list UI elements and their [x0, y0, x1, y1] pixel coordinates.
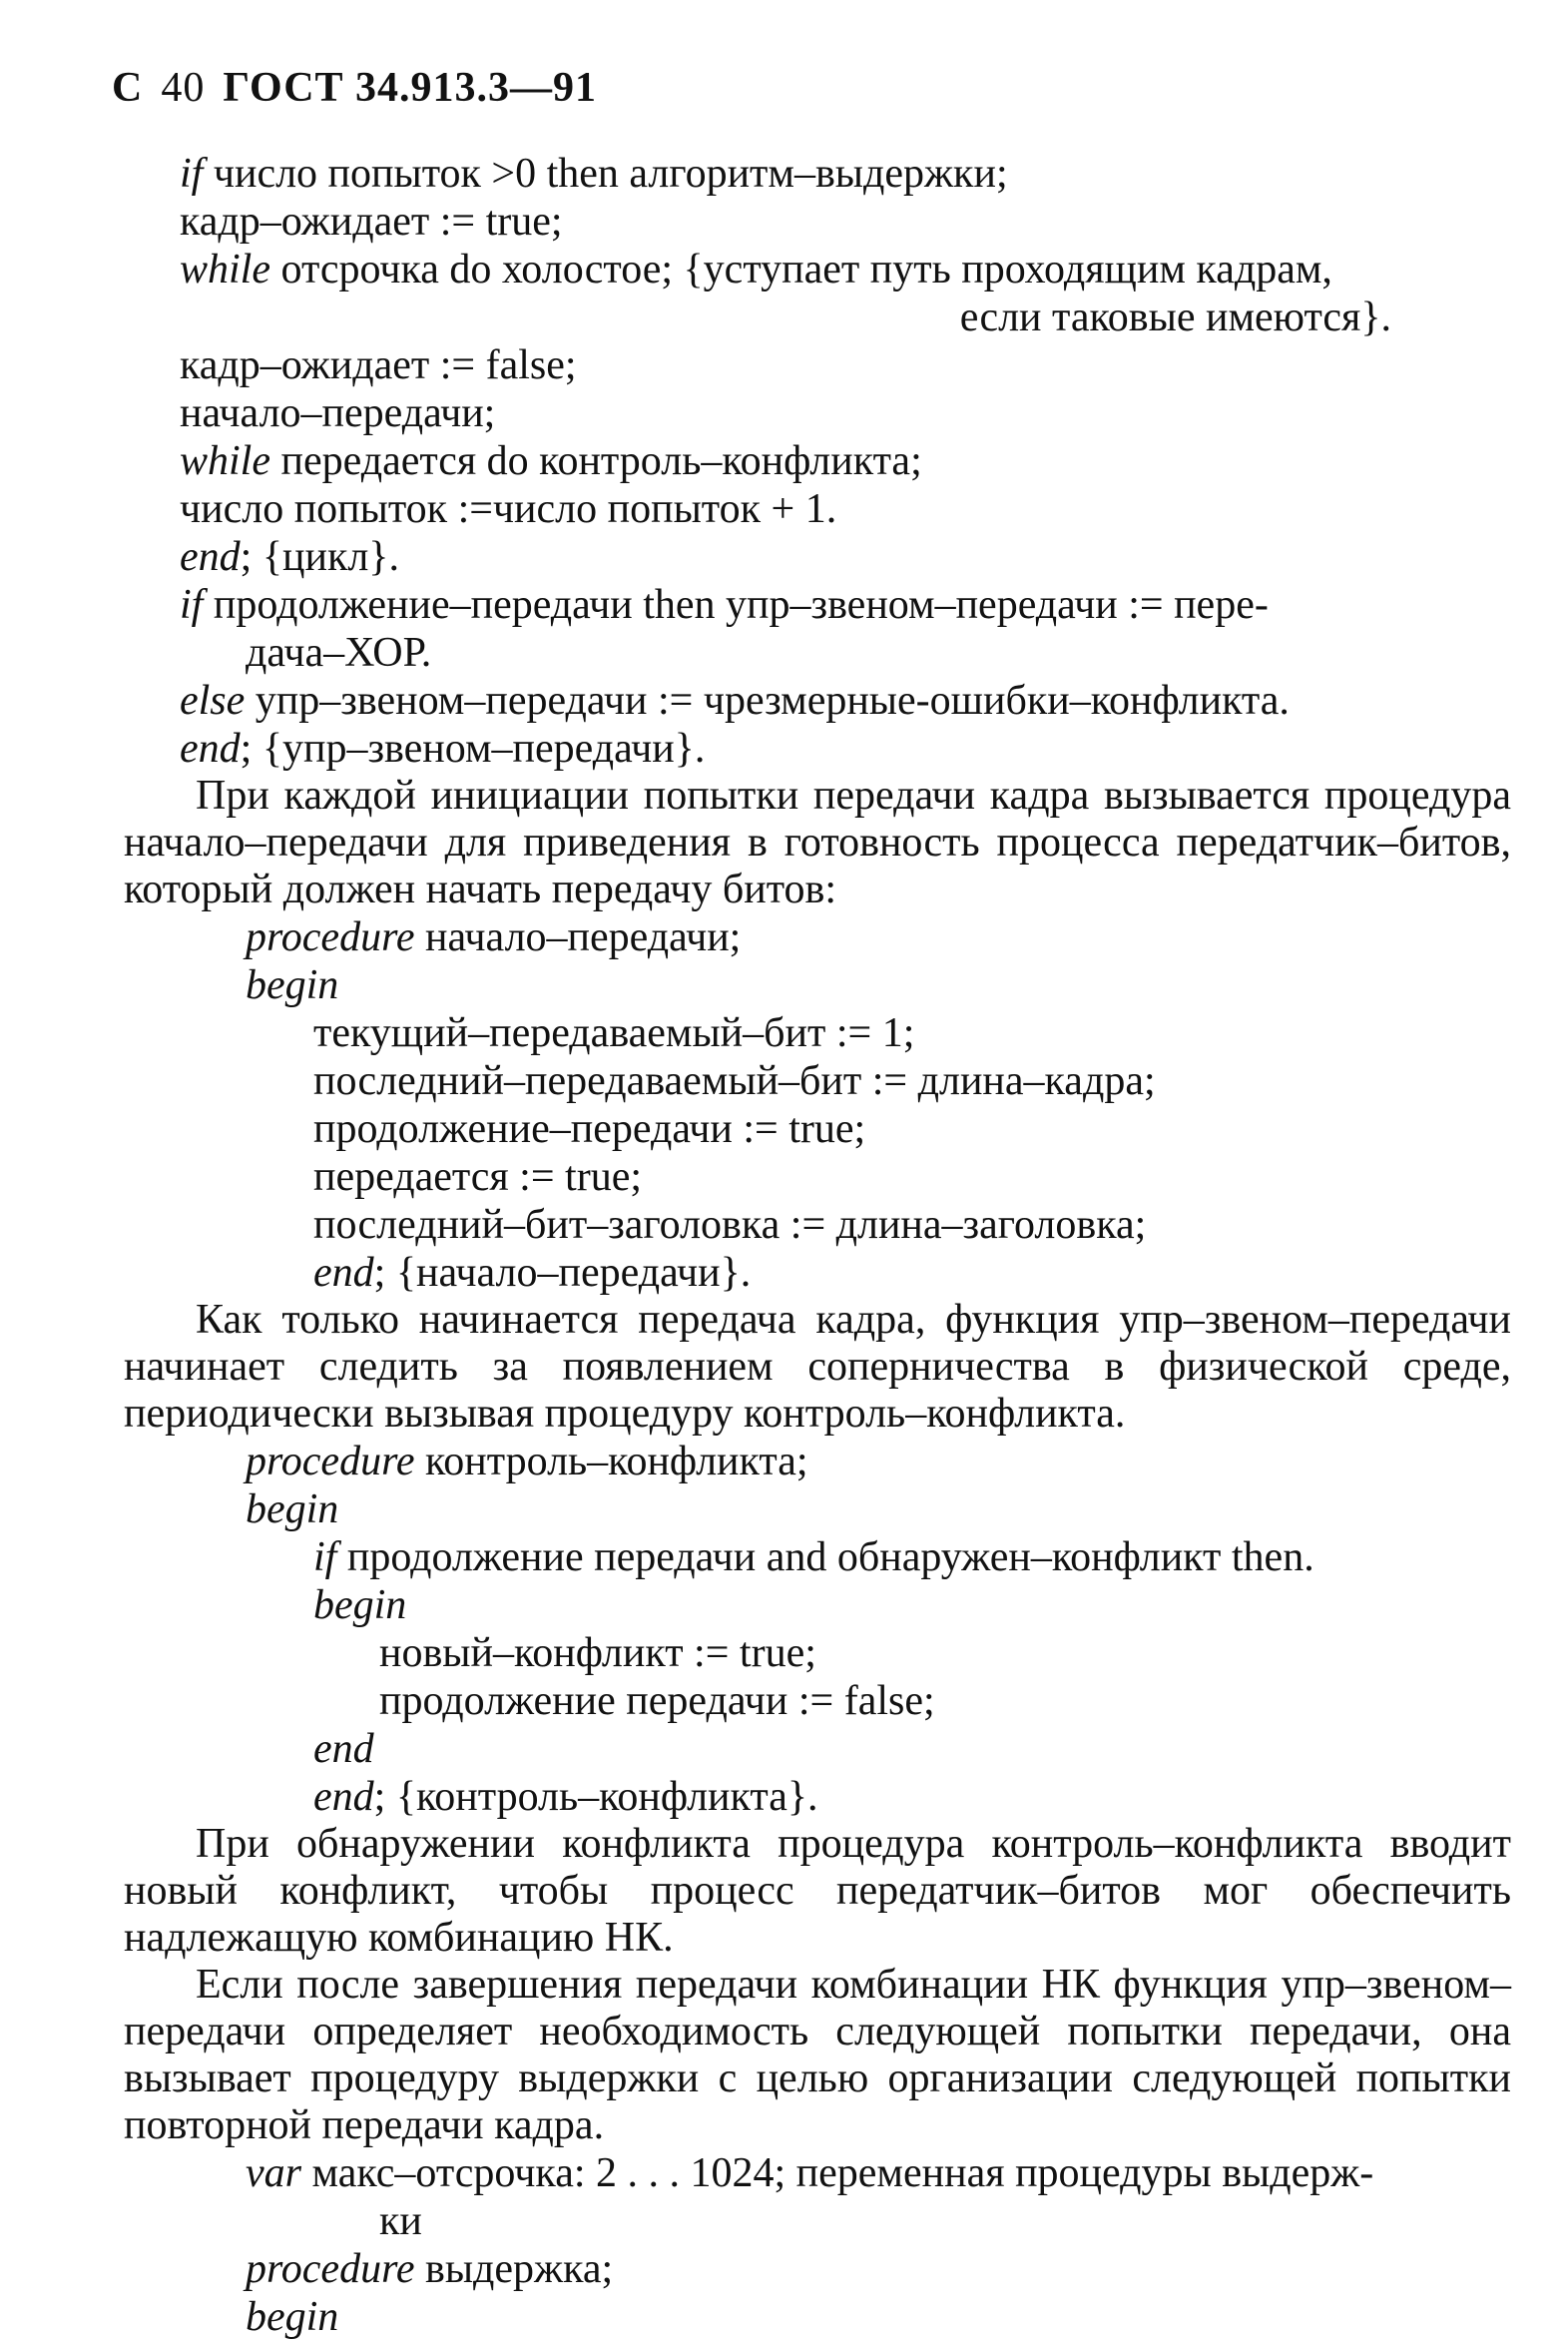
header-letter: С: [112, 65, 144, 111]
page-content: [124, 150, 1511, 2341]
code-line: текущий–передаваемый–бит := 1;: [313, 1010, 915, 1056]
keyword: while: [180, 247, 270, 293]
keyword: end: [180, 726, 241, 772]
keyword: begin: [313, 1582, 407, 1628]
code-line: [124, 725, 1511, 773]
code-line: [124, 246, 1511, 293]
code-text: выдержка;: [414, 2246, 614, 2292]
keyword: while: [180, 438, 270, 484]
keyword: begin: [246, 1486, 339, 1532]
code-text: ; {контроль–конфликта}.: [373, 1774, 818, 1820]
code-text: число попыток >0 then алгоритм–выдержки;: [203, 151, 1008, 197]
code-line: [124, 2149, 1511, 2197]
code-text: начало–передачи;: [414, 914, 742, 960]
code-text: ; {упр–звеном–передачи}.: [240, 726, 706, 772]
code-text: контроль–конфликта;: [414, 1439, 808, 1484]
code-line: [124, 961, 1511, 1009]
paragraph: Как только начинается передача кадра, функция упр–звеном–передачи начинает следить за появлением соперничества в физической среде, периодически вызывая процедуру контроль–конфликта.: [124, 1297, 1511, 1437]
code-line: [124, 1438, 1511, 1485]
code-line: [124, 1533, 1511, 1581]
code-line: если таковые имеются}.: [959, 294, 1391, 340]
code-text: продолжение передачи and обнаружен–конфликт then.: [336, 1534, 1314, 1580]
code-line: ки: [379, 2198, 422, 2244]
code-line: [124, 533, 1511, 581]
code-line: последний–передаваемый–бит := длина–кадра;: [313, 1058, 1156, 1104]
code-line: начало–передачи;: [180, 390, 496, 436]
code-line: [124, 1249, 1511, 1297]
code-line: [124, 2293, 1511, 2341]
code-line: [124, 913, 1511, 961]
page-header: [112, 64, 615, 112]
code-line: дача–ХОР.: [246, 630, 432, 676]
code-line: [124, 2245, 1511, 2293]
keyword: end: [313, 1726, 374, 1772]
code-text: передается do контроль–конфликта;: [270, 438, 922, 484]
keyword: procedure: [246, 2246, 415, 2292]
page-number: 40: [161, 65, 206, 111]
code-line: кадр–ожидает := false;: [180, 342, 577, 388]
keyword: end: [313, 1250, 374, 1296]
code-line: [124, 437, 1511, 485]
keyword: if: [180, 582, 204, 628]
code-line: [124, 581, 1511, 629]
code-text: ; {цикл}.: [240, 534, 399, 580]
code-text: упр–звеном–передачи := чрезмерные-ошибки–конфликта.: [245, 678, 1290, 724]
code-line: [124, 1773, 1511, 1821]
code-block-1: [124, 150, 1511, 773]
code-line: кадр–ожидает := true;: [180, 199, 563, 245]
keyword: else: [180, 678, 246, 724]
keyword: end: [180, 534, 241, 580]
keyword: end: [313, 1774, 374, 1820]
code-line: [124, 150, 1511, 198]
code-block-3: [124, 1438, 1511, 1821]
code-text: макс–отсрочка: 2 . . . 1024; переменная процедуры выдерж-: [301, 2150, 1374, 2196]
keyword: begin: [246, 2294, 339, 2340]
paragraph: При обнаружении конфликта процедура контроль–конфликта вводит новый конфликт, чтобы процесс передатчик–битов мог обеспечить надлежащую комбинацию НК.: [124, 1821, 1511, 1961]
code-line: последний–бит–заголовка := длина–заголовка;: [313, 1202, 1147, 1248]
code-line: продолжение передачи := false;: [379, 1678, 935, 1724]
code-line: [124, 677, 1511, 725]
code-line: [124, 1725, 1511, 1773]
code-line: передается := true;: [313, 1154, 643, 1200]
code-block-4: [124, 2149, 1511, 2341]
code-line: новый–конфликт := true;: [379, 1630, 816, 1676]
keyword: procedure: [246, 1439, 415, 1484]
code-line: продолжение–передачи := true;: [313, 1106, 866, 1152]
paragraph: При каждой инициации попытки передачи кадра вызывается процедура начало–передачи для приведения в готовность процесса передатчик–битов, который должен начать передачу битов:: [124, 773, 1511, 912]
keyword: if: [180, 151, 204, 197]
code-line: [124, 1485, 1511, 1533]
code-text: отсрочка do холостое; {уступает путь проходящим кадрам,: [270, 247, 1332, 293]
keyword: if: [313, 1534, 337, 1580]
code-line: число попыток :=число попыток + 1.: [180, 486, 837, 532]
keyword: begin: [246, 962, 339, 1008]
code-text: ; {начало–передачи}.: [373, 1250, 752, 1296]
code-text: продолжение–передачи then упр–звеном–передачи := пере-: [203, 582, 1269, 628]
code-block-2: [124, 913, 1511, 1297]
document-code: ГОСТ 34.913.3—91: [223, 65, 598, 111]
paragraph: Если после завершения передачи комбинации НК функция упр–звеном–передачи определяет необходимость следующей попытки передачи, она вызывает процедуру выдержки с целью организации следующей попытки повторной передачи кадра.: [124, 1962, 1511, 2148]
keyword: procedure: [246, 914, 415, 960]
code-line: [124, 1581, 1511, 1629]
keyword: var: [246, 2150, 301, 2196]
